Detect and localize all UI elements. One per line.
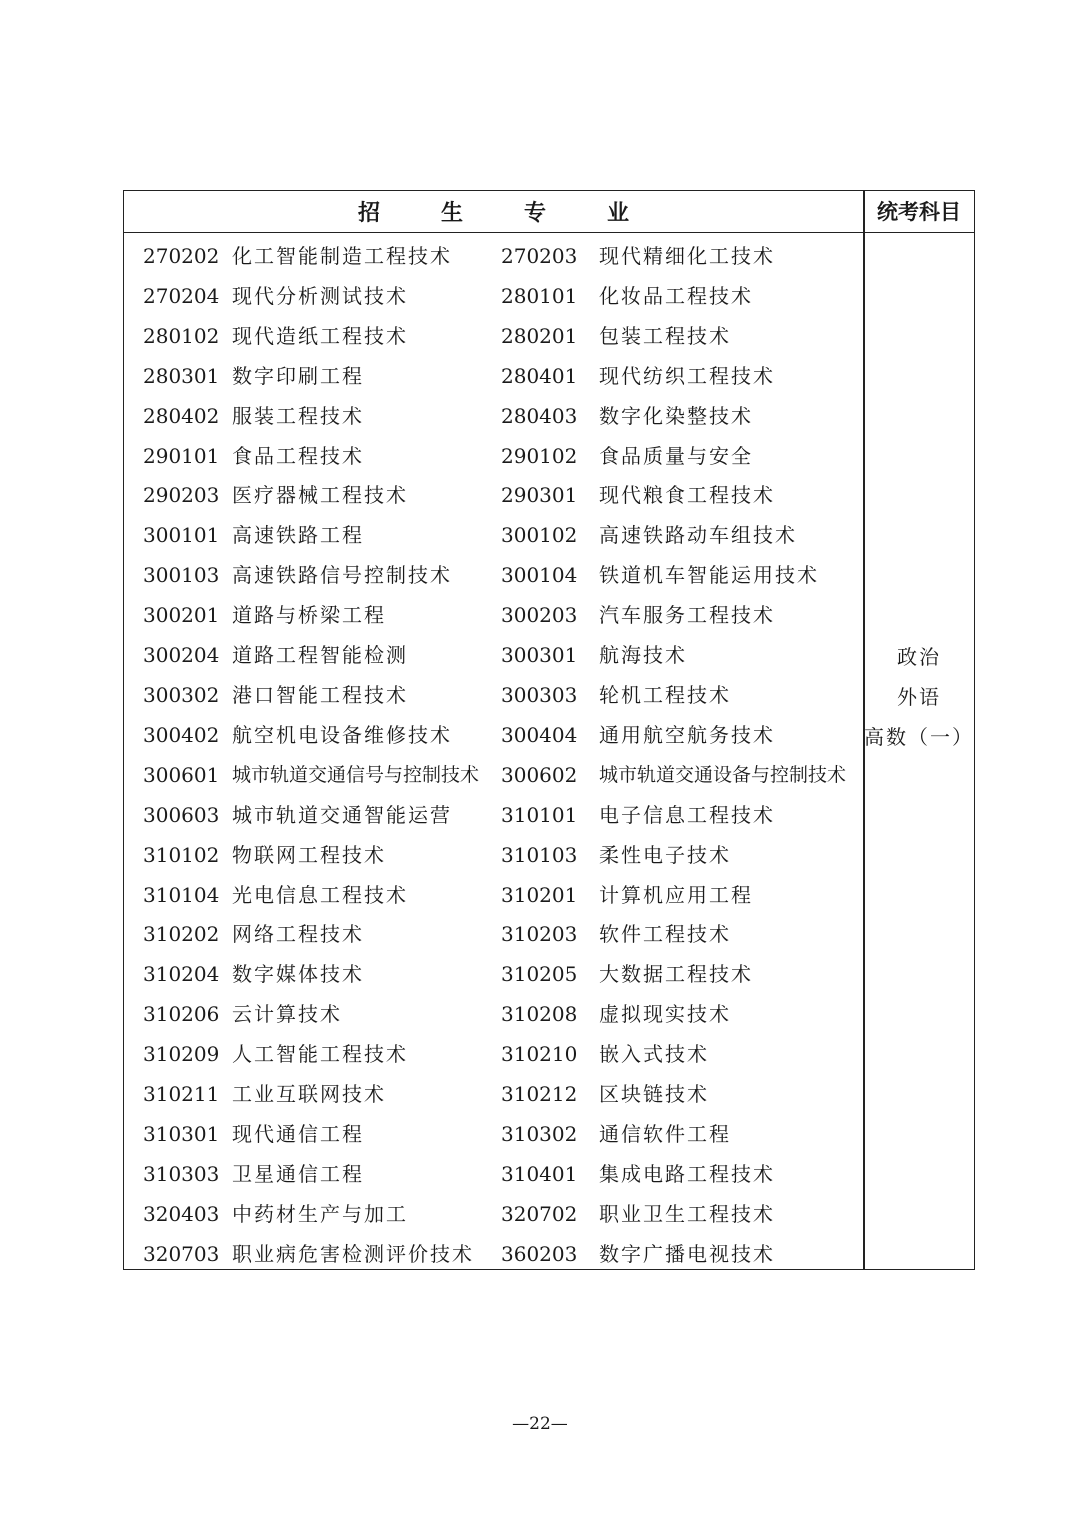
header-char: 业 bbox=[607, 199, 631, 226]
subject-foreign-language: 外语 bbox=[897, 685, 941, 709]
table-row bbox=[124, 915, 864, 955]
major-code: 310211 bbox=[143, 1082, 220, 1107]
major-code: 310205 bbox=[501, 962, 578, 987]
table-row bbox=[124, 955, 864, 995]
table-row bbox=[124, 277, 864, 317]
table-row bbox=[124, 1035, 864, 1075]
major-code: 310208 bbox=[501, 1002, 578, 1027]
table-row bbox=[124, 1075, 864, 1115]
major-code: 280201 bbox=[501, 323, 578, 348]
major-code: 310212 bbox=[501, 1082, 578, 1107]
major-code: 300103 bbox=[143, 563, 220, 588]
major-name: 高速铁路动车组技术 bbox=[599, 523, 797, 548]
major-name: 化工智能制造工程技术 bbox=[232, 244, 452, 268]
table-row bbox=[124, 676, 864, 716]
major-name: 现代纺织工程技术 bbox=[599, 363, 775, 388]
major-code: 280102 bbox=[143, 323, 220, 348]
major-name: 职业卫生工程技术 bbox=[599, 1201, 775, 1226]
major-name: 数字化染整技术 bbox=[599, 403, 753, 428]
table-row bbox=[124, 1235, 864, 1275]
major-name: 化妆品工程技术 bbox=[599, 283, 753, 308]
major-name: 食品工程技术 bbox=[232, 443, 364, 468]
admissions-table bbox=[123, 190, 975, 1270]
major-code: 300404 bbox=[501, 722, 578, 747]
table-row bbox=[124, 1155, 864, 1195]
major-code: 280403 bbox=[501, 403, 578, 428]
major-code: 300104 bbox=[501, 563, 578, 588]
table-row bbox=[124, 516, 864, 556]
major-name: 现代粮食工程技术 bbox=[599, 483, 775, 508]
major-code: 300302 bbox=[143, 682, 220, 707]
major-rows bbox=[124, 237, 864, 1275]
major-name: 人工智能工程技术 bbox=[232, 1042, 408, 1067]
major-name: 现代造纸工程技术 bbox=[232, 323, 408, 348]
major-code: 300603 bbox=[143, 802, 220, 827]
major-code: 300402 bbox=[143, 722, 220, 747]
major-code: 300204 bbox=[143, 643, 220, 668]
major-name: 道路工程智能检测 bbox=[232, 643, 408, 668]
major-code: 290101 bbox=[143, 443, 220, 468]
header-char: 专 bbox=[524, 199, 548, 226]
major-name: 城市轨道交通信号与控制技术 bbox=[232, 763, 480, 786]
page-number: —22— bbox=[512, 1414, 568, 1434]
major-name: 轮机工程技术 bbox=[599, 682, 731, 707]
major-name: 数字印刷工程 bbox=[232, 363, 364, 388]
major-name: 卫星通信工程 bbox=[232, 1161, 364, 1186]
major-name: 包装工程技术 bbox=[599, 323, 731, 348]
major-code: 270202 bbox=[143, 244, 220, 268]
major-name: 通用航空航务技术 bbox=[599, 722, 775, 747]
table-row bbox=[124, 796, 864, 836]
major-name: 现代分析测试技术 bbox=[232, 283, 408, 308]
major-name: 高速铁路工程 bbox=[232, 523, 364, 548]
major-code: 310302 bbox=[501, 1121, 578, 1146]
major-code: 300601 bbox=[143, 762, 220, 787]
table-row bbox=[124, 317, 864, 357]
major-code: 300303 bbox=[501, 682, 578, 707]
major-code: 300102 bbox=[501, 523, 578, 548]
major-code: 310102 bbox=[143, 842, 220, 867]
table-row bbox=[124, 237, 864, 277]
major-name: 汽车服务工程技术 bbox=[599, 603, 775, 628]
major-name: 现代精细化工技术 bbox=[599, 244, 775, 268]
major-name: 大数据工程技术 bbox=[599, 962, 753, 987]
major-name: 数字广播电视技术 bbox=[599, 1241, 775, 1266]
major-name: 数字媒体技术 bbox=[232, 962, 364, 987]
major-code: 290203 bbox=[143, 483, 220, 508]
header-major-label bbox=[124, 191, 864, 231]
major-name: 职业病危害检测评价技术 bbox=[232, 1241, 474, 1266]
major-name: 虚拟现实技术 bbox=[599, 1002, 731, 1027]
major-name: 云计算技术 bbox=[232, 1002, 342, 1027]
major-code: 310204 bbox=[143, 962, 220, 987]
major-name: 柔性电子技术 bbox=[599, 842, 731, 867]
major-code: 310103 bbox=[501, 842, 578, 867]
major-code: 310202 bbox=[143, 922, 220, 947]
major-name: 嵌入式技术 bbox=[599, 1042, 709, 1067]
table-row bbox=[124, 556, 864, 596]
major-code: 310301 bbox=[143, 1121, 220, 1146]
major-code: 320702 bbox=[501, 1201, 578, 1226]
major-name: 计算机应用工程 bbox=[599, 882, 753, 907]
major-name: 中药材生产与加工 bbox=[232, 1201, 408, 1226]
major-code: 300101 bbox=[143, 523, 220, 548]
table-header bbox=[124, 191, 974, 233]
major-code: 310101 bbox=[501, 802, 578, 827]
major-code: 300203 bbox=[501, 603, 578, 628]
subject-politics: 政治 bbox=[897, 645, 941, 669]
major-code: 280101 bbox=[501, 283, 578, 308]
major-code: 310206 bbox=[143, 1002, 220, 1027]
table-row bbox=[124, 397, 864, 437]
major-code: 280402 bbox=[143, 403, 220, 428]
major-name: 航海技术 bbox=[599, 643, 687, 668]
table-row bbox=[124, 1115, 864, 1155]
major-name: 光电信息工程技术 bbox=[232, 882, 408, 907]
table-row bbox=[124, 476, 864, 516]
major-name: 道路与桥梁工程 bbox=[232, 603, 386, 628]
major-name: 服装工程技术 bbox=[232, 403, 364, 428]
table-row bbox=[124, 716, 864, 756]
major-name: 电子信息工程技术 bbox=[599, 802, 775, 827]
major-code: 270203 bbox=[501, 244, 578, 268]
major-name: 城市轨道交通设备与控制技术 bbox=[599, 763, 847, 786]
major-name: 物联网工程技术 bbox=[232, 842, 386, 867]
major-code: 320403 bbox=[143, 1201, 220, 1226]
major-name: 医疗器械工程技术 bbox=[232, 483, 408, 508]
table-row bbox=[124, 357, 864, 397]
exam-subjects bbox=[864, 637, 974, 757]
major-code: 310104 bbox=[143, 882, 220, 907]
table-row bbox=[124, 596, 864, 636]
major-code: 320703 bbox=[143, 1241, 220, 1266]
major-code: 310210 bbox=[501, 1042, 578, 1067]
header-subject-label: 统考科目 bbox=[877, 199, 961, 224]
major-name: 高速铁路信号控制技术 bbox=[232, 563, 452, 588]
major-name: 现代通信工程 bbox=[232, 1121, 364, 1146]
major-code: 290102 bbox=[501, 443, 578, 468]
major-code: 360203 bbox=[501, 1241, 578, 1266]
major-code: 300301 bbox=[501, 643, 578, 668]
major-code: 270204 bbox=[143, 283, 220, 308]
major-name: 港口智能工程技术 bbox=[232, 682, 408, 707]
table-row bbox=[124, 876, 864, 916]
major-name: 城市轨道交通智能运营 bbox=[232, 802, 452, 827]
table-row bbox=[124, 636, 864, 676]
major-name: 工业互联网技术 bbox=[232, 1082, 386, 1107]
major-name: 食品质量与安全 bbox=[599, 443, 753, 468]
major-code: 300201 bbox=[143, 603, 220, 628]
major-code: 280401 bbox=[501, 363, 578, 388]
major-name: 区块链技术 bbox=[599, 1082, 709, 1107]
table-row bbox=[124, 836, 864, 876]
major-code: 290301 bbox=[501, 483, 578, 508]
major-code: 280301 bbox=[143, 363, 220, 388]
major-name: 网络工程技术 bbox=[232, 922, 364, 947]
major-code: 310209 bbox=[143, 1042, 220, 1067]
major-code: 310201 bbox=[501, 882, 578, 907]
major-name: 软件工程技术 bbox=[599, 922, 731, 947]
major-name: 航空机电设备维修技术 bbox=[232, 722, 452, 747]
major-code: 310401 bbox=[501, 1161, 578, 1186]
major-code: 310303 bbox=[143, 1161, 220, 1186]
table-row bbox=[124, 995, 864, 1035]
header-char: 招 bbox=[357, 199, 381, 226]
major-name: 集成电路工程技术 bbox=[599, 1161, 775, 1186]
major-name: 铁道机车智能运用技术 bbox=[599, 563, 819, 588]
header-char: 生 bbox=[440, 199, 464, 226]
table-row bbox=[124, 1195, 864, 1235]
major-code: 310203 bbox=[501, 922, 578, 947]
major-code: 300602 bbox=[501, 762, 578, 787]
table-row bbox=[124, 756, 864, 796]
subject-advanced-math: 高数（一） bbox=[864, 725, 974, 749]
major-name: 通信软件工程 bbox=[599, 1121, 731, 1146]
table-row bbox=[124, 437, 864, 477]
